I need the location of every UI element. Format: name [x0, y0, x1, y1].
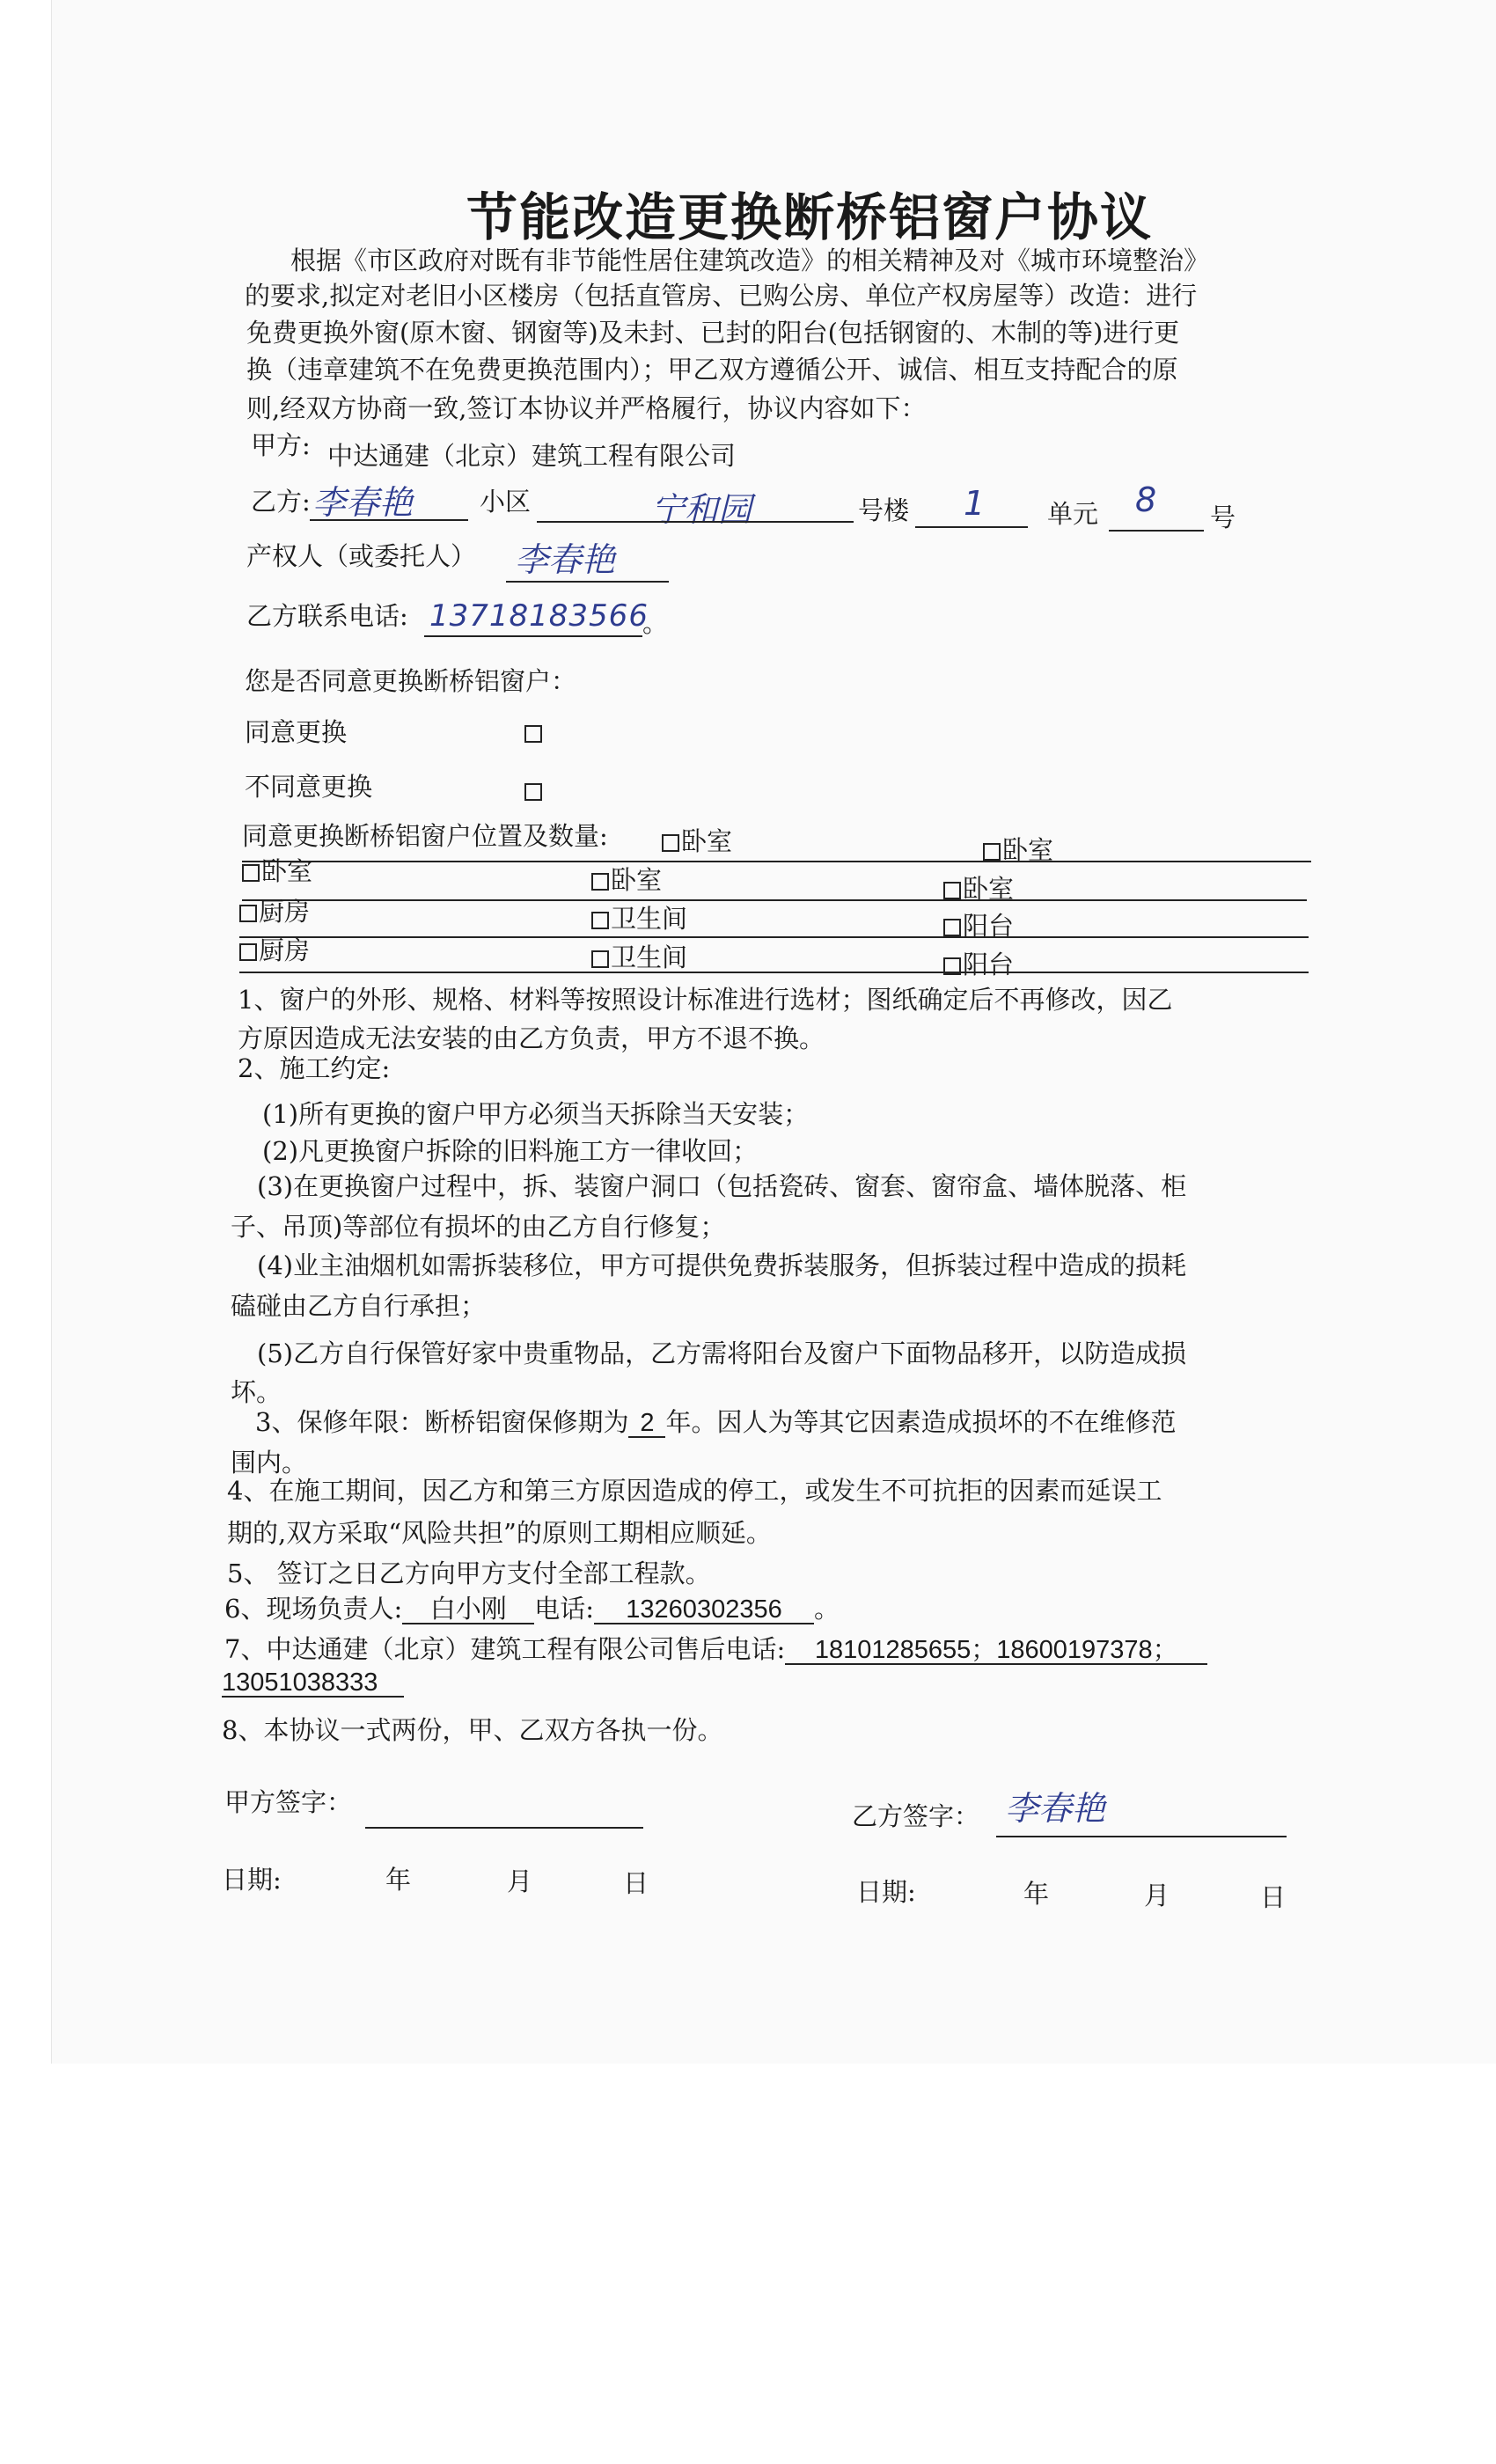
party-a-date-month: 月 — [507, 1866, 533, 1896]
clause-2-item-4-line-2: 磕碰由乙方自行承担； — [231, 1291, 487, 1321]
positions-label: 同意更换断桥铝窗户位置及数量: — [242, 821, 608, 851]
disagree-checkbox[interactable] — [524, 783, 544, 803]
warranty-years: 2 — [628, 1411, 665, 1438]
clause-2-heading: 2、施工约定: — [238, 1053, 391, 1083]
clause-8: 8、本协议一式两份，甲、乙双方各执一份。 — [222, 1715, 723, 1745]
after-sales-phones: 18101285655；18600197378； — [785, 1638, 1207, 1665]
clause-5: 5、 签订之日乙方向甲方支付全部工程款。 — [227, 1558, 711, 1588]
clause-2-item-4-line-1: (4)业主油烟机如需拆装移位，甲方可提供免费拆装服务，但拆装过程中造成的损耗 — [257, 1250, 1187, 1280]
party-a-date-day: 日 — [623, 1868, 649, 1898]
intro-line-3: 免费更换外窗(原木窗、钢窗等)及未封、已封的阳台(包括钢窗的、木制的等)进行更 — [246, 318, 1180, 348]
unit-handwritten: 8 — [1135, 480, 1157, 519]
clause-7-label: 7、中达通建（北京）建筑工程有限公司售后电话: — [224, 1634, 786, 1664]
position-r1-2[interactable]: 卧室 — [983, 838, 1053, 863]
position-r3-2[interactable]: 卫生间 — [591, 906, 687, 932]
party-b-signature: 李春艳 — [1005, 1789, 1106, 1828]
agree-checkbox[interactable] — [524, 725, 544, 744]
party-a-date-year: 年 — [385, 1865, 412, 1895]
position-r4-1[interactable]: 厨房 — [239, 938, 310, 964]
community-underline — [537, 521, 854, 523]
clause-6-label: 6、现场负责人: — [224, 1594, 403, 1624]
phone-suffix: 。 — [642, 608, 669, 638]
party-b-signature-line[interactable] — [996, 1836, 1287, 1837]
party-a-value: 中达通建（北京）建筑工程有限公司 — [327, 441, 737, 471]
position-r1-1[interactable]: 卧室 — [662, 829, 732, 854]
community-label: 小区 — [480, 487, 532, 517]
after-sales-phone-2: 13051038333 — [222, 1670, 404, 1698]
position-r4-2[interactable]: 卫生间 — [591, 945, 687, 971]
clause-3-text-before: 3、保修年限：断桥铝窗保修期为 — [255, 1407, 629, 1437]
clause-3-line-2: 围内。 — [231, 1448, 308, 1478]
party-b-date-day: 日 — [1260, 1882, 1287, 1912]
owner-label: 产权人（或委托人） — [246, 541, 477, 571]
positions-row-3-line — [239, 936, 1309, 938]
position-r2-1[interactable]: 卧室 — [242, 859, 312, 884]
phone-handwritten: 13718183566 — [429, 598, 649, 634]
party-b-name-underline — [310, 519, 468, 521]
site-manager-phone: 13260302356 — [594, 1597, 814, 1624]
clause-2-item-1: (1)所有更换的窗户甲方必须当天拆除当天安装； — [262, 1099, 810, 1129]
party-b-label: 乙方: — [251, 487, 311, 517]
party-b-date-label: 日期: — [856, 1877, 916, 1907]
positions-row-1-line — [242, 861, 1311, 862]
clause-4-line-2: 期的,双方采取“风险共担”的原则工期相应顺延。 — [227, 1518, 772, 1548]
clause-6-phone-label: 电话: — [534, 1594, 595, 1624]
owner-underline — [506, 581, 669, 583]
building-handwritten: 1 — [964, 484, 986, 523]
unit-label: 单元 — [1047, 499, 1099, 529]
page-title: 节能改造更换断桥铝窗户协议 — [466, 187, 1154, 247]
disagree-option-label: 不同意更换 — [245, 772, 373, 802]
intro-line-4: 换（违章建筑不在免费更换范围内）；甲乙双方遵循公开、诚信、相互支持配合的原 — [246, 355, 1178, 385]
intro-line-5: 则,经双方协商一致,签订本协议并严格履行，协议内容如下： — [246, 393, 927, 423]
clause-2-item-3-line-2: 子、吊顶)等部位有损坏的由乙方自行修复； — [231, 1212, 726, 1242]
clause-3-line-1 — [255, 1407, 1177, 1438]
positions-row-2-line — [242, 899, 1307, 901]
agree-option-label: 同意更换 — [245, 717, 348, 747]
party-a-date-label: 日期: — [222, 1865, 282, 1895]
site-manager-name: 白小刚 — [402, 1597, 534, 1624]
unit-underline — [1109, 530, 1204, 532]
party-a-label: 甲方: — [251, 430, 311, 460]
positions-row-4-line — [239, 972, 1309, 973]
position-r2-2[interactable]: 卧室 — [591, 868, 662, 893]
intro-line-1: 根据《市区政府对既有非节能性居住建筑改造》的相关精神及对《城市环境整治》 — [290, 246, 1210, 275]
clause-4-line-1: 4、在施工期间，因乙方和第三方原因造成的停工，或发生不可抗拒的因素而延误工 — [227, 1476, 1162, 1506]
community-handwritten: 宁和园 — [651, 490, 752, 529]
clause-1-line-2: 方原因造成无法安装的由乙方负责，甲方不退不换。 — [238, 1023, 825, 1053]
clause-1-line-1: 1、窗户的外形、规格、材料等按照设计标准进行选材；图纸确定后不再修改，因乙 — [238, 985, 1173, 1015]
building-underline — [915, 526, 1028, 528]
clause-2-item-3-line-1: (3)在更换窗户过程中，拆、装窗户洞口（包括瓷砖、窗套、窗帘盒、墙体脱落、柜 — [257, 1171, 1187, 1201]
owner-handwritten: 李春艳 — [515, 540, 616, 579]
party-a-signature-line[interactable] — [365, 1827, 643, 1829]
building-label: 号楼 — [858, 495, 910, 525]
position-r4-3[interactable]: 阳台 — [943, 952, 1014, 978]
position-r3-3[interactable]: 阳台 — [943, 913, 1014, 939]
clause-6 — [224, 1596, 840, 1624]
party-b-name-handwritten: 李春艳 — [312, 483, 414, 522]
party-b-date-year: 年 — [1023, 1879, 1050, 1909]
clause-2-item-2: (2)凡更换窗户拆除的旧料施工方一律收回； — [262, 1136, 759, 1166]
clause-6-suffix: 。 — [814, 1594, 840, 1624]
room-label: 号 — [1210, 502, 1236, 532]
position-r2-3[interactable]: 卧室 — [943, 876, 1014, 902]
clause-7 — [224, 1634, 1207, 1665]
party-b-date-month: 月 — [1144, 1881, 1170, 1910]
clause-2-item-5-line-1: (5)乙方自行保管好家中贵重物品，乙方需将阳台及窗户下面物品移开，以防造成损 — [257, 1338, 1187, 1368]
party-a-signature-label: 甲方签字： — [224, 1787, 353, 1817]
party-b-signature-label: 乙方签字： — [852, 1801, 980, 1831]
clause-3-text-after: 年。因人为等其它因素造成损坏的不在维修范 — [665, 1407, 1177, 1437]
phone-label: 乙方联系电话: — [246, 601, 408, 631]
agree-question: 您是否同意更换断桥铝窗户： — [245, 666, 577, 696]
clause-2-item-5-line-2: 坏。 — [231, 1377, 282, 1407]
phone-underline — [424, 635, 642, 637]
position-r3-1[interactable]: 厨房 — [239, 899, 310, 925]
intro-line-2: 的要求,拟定对老旧小区楼房（包括直管房、已购公房、单位产权房屋等）改造：进行 — [245, 281, 1198, 311]
